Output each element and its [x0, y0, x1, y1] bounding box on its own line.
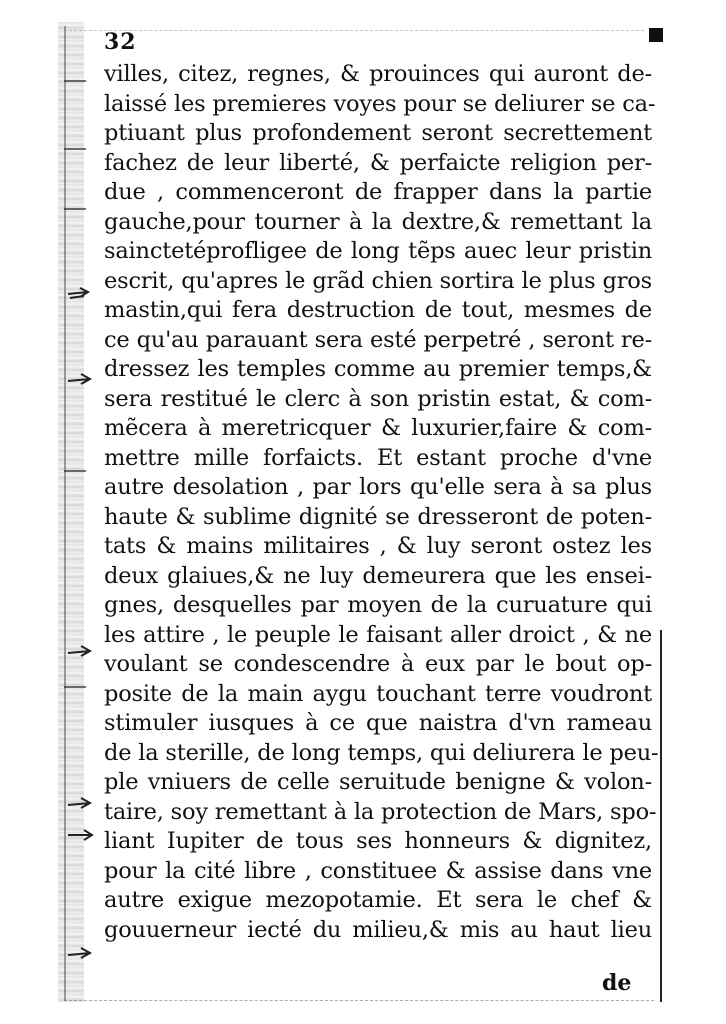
text-line: mastin,qui fera destruction de tout, mesmes de — [104, 297, 652, 323]
text-line: sainctetéprofligee de long tẽps auec leur pristin — [104, 238, 652, 264]
text-line: pour la cité libre , constituee & assise dans vne — [104, 857, 652, 884]
text-line: ptiuant plus profondement seront secrettement — [104, 120, 652, 146]
text-line: escrit, qu'apres le grãd chien sortira le plus gros — [104, 267, 652, 294]
text-line: stimuler iusques à ce que naistra d'vn rameau — [104, 710, 652, 736]
text-line: les attire , le peuple le faisant aller droict , & ne — [104, 621, 652, 648]
text-line: posite de la main aygu touchant terre voudront — [104, 680, 652, 707]
text-line: ple vniuers de celle seruitude benigne & volon- — [104, 769, 652, 795]
text-line: mettre mille forfaicts. Et estant proche d'vne — [104, 444, 652, 471]
text-line: gouuerneur iecté du milieu,& mis au haut lieu — [104, 916, 652, 943]
text-line: due , commenceront de frapper dans la partie — [104, 179, 652, 205]
text-line: laissé les premieres voyes pour se deliurer se ca- — [104, 90, 656, 117]
text-line: villes, citez, regnes, & prouinces qui auront de- — [104, 61, 652, 87]
text-line: de la sterille, de long temps, qui deliurera le peu- — [104, 739, 659, 766]
pointing-hand-icon — [66, 372, 96, 388]
text-line: deux glaiues,& ne luy demeurera que les ensei- — [104, 562, 652, 589]
catchword: de — [602, 970, 632, 996]
margin-tick — [64, 686, 86, 688]
text-line: dressez les temples comme au premier temps,& — [104, 356, 652, 382]
scan-binding-edge — [58, 22, 84, 1002]
text-line: tats & mains militaires , & luy seront ostez les — [104, 533, 652, 559]
right-margin-rule — [660, 630, 662, 1002]
text-line: autre desolation , par lors qu'elle sera à sa plus — [104, 474, 652, 500]
text-line: voulant se condescendre à eux par le bout op- — [104, 651, 652, 677]
margin-tick — [64, 470, 86, 472]
bottom-margin-rule — [64, 1000, 654, 1002]
text-line: taire, soy remettant à la protection de Mars, spo- — [104, 798, 657, 825]
text-line: gauche,pour tourner à la dextre,& remettant la — [104, 208, 652, 235]
text-line: mẽcera à meretricquer & luxurier,faire & com- — [104, 415, 652, 441]
text-line: gnes, desquelles par moyen de la curuature qui — [104, 592, 652, 618]
text-line: haute & sublime dignité se dresseront de poten- — [104, 503, 652, 530]
margin-tick — [64, 80, 86, 82]
left-margin-rule — [64, 26, 66, 1001]
text-line: ce qu'au parauant sera esté perpetré , seront re- — [104, 326, 652, 353]
text-line: sera restitué le clerc à son pristin estat, & com- — [104, 385, 652, 412]
margin-tick — [64, 208, 86, 210]
pointing-hand-icon — [66, 826, 96, 842]
body-text — [104, 60, 659, 945]
page-number: 32 — [104, 29, 137, 55]
margin-tick — [64, 148, 86, 150]
pointing-hand-icon — [66, 644, 96, 660]
corner-scan-mark — [649, 28, 663, 42]
text-line: fachez de leur liberté, & perfaicte religion per- — [104, 149, 652, 176]
pointing-hand-icon — [66, 796, 96, 812]
text-line: autre exigue mezopotamie. Et sera le chef & — [104, 887, 652, 913]
pointing-hand-icon — [66, 286, 96, 302]
pointing-hand-icon — [66, 946, 96, 962]
top-margin-rule — [64, 30, 644, 32]
text-line: liant Iupiter de tous ses honneurs & dignitez, — [104, 828, 652, 854]
